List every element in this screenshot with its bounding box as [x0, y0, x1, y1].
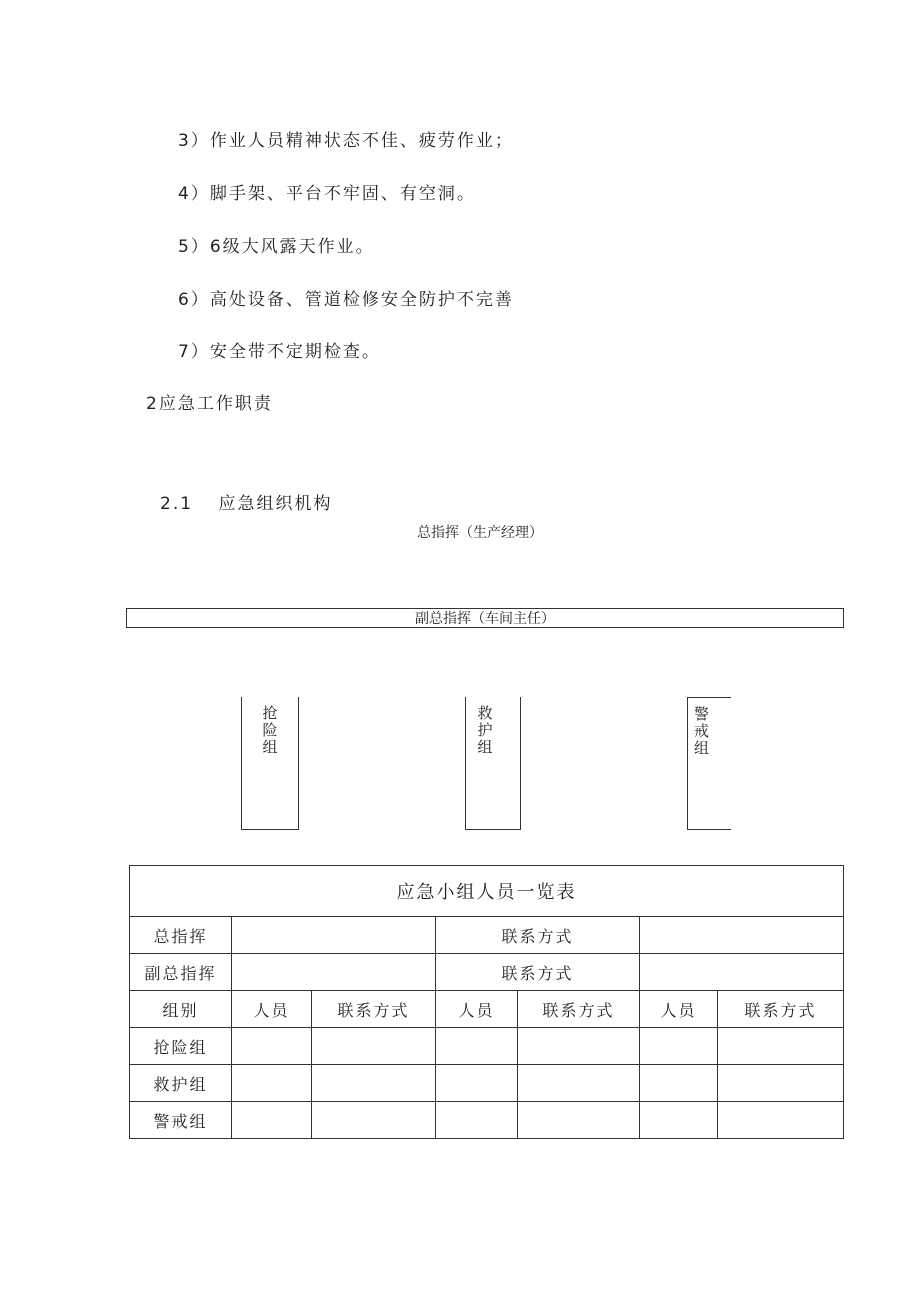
table-row: [130, 1102, 844, 1139]
group-column-header: 组别: [130, 991, 232, 1028]
org-commander: 总指挥（生产经理）: [417, 525, 543, 541]
list-item-3: 3）作业人员精神状态不佳、疲劳作业；: [178, 131, 514, 151]
person-column-header: 人员: [436, 991, 518, 1028]
deputy-label: 副总指挥: [130, 954, 232, 991]
person-column-header: 人员: [640, 991, 718, 1028]
org-group-guard-box: [687, 697, 731, 830]
subsection-title: 应急组织机构: [218, 494, 333, 514]
list-item-7: 7）安全带不定期检查。: [178, 342, 381, 362]
table-title-row: [130, 866, 844, 917]
table-row: [130, 917, 844, 954]
section-heading: 2应急工作职责: [146, 394, 273, 414]
table-row: [130, 954, 844, 991]
commander-contact-cell: [640, 917, 844, 954]
commander-name-cell: [232, 917, 436, 954]
group-name-cell: 警戒组: [130, 1102, 232, 1139]
org-group-rescue-box: [241, 697, 299, 830]
group-name-cell: 抢险组: [130, 1028, 232, 1065]
table-row: [130, 1065, 844, 1102]
org-group-rescue-label: 抢 险 组: [262, 704, 278, 756]
org-group-firstaid-box: [465, 697, 521, 830]
list-item-6: 6）高处设备、管道检修安全防护不完善: [178, 290, 514, 310]
list-item-4: 4）脚手架、平台不牢固、有空洞。: [178, 184, 476, 204]
org-deputy-box: 副总指挥（车间主任）: [126, 608, 844, 628]
contact-column-header: 联系方式: [718, 991, 844, 1028]
commander-label: 总指挥: [130, 917, 232, 954]
contact-column-header: 联系方式: [312, 991, 436, 1028]
contact-column-header: 联系方式: [518, 991, 640, 1028]
table-header-row: [130, 991, 844, 1028]
subsection-number: 2.1: [160, 494, 194, 514]
commander-contact-label: 联系方式: [436, 917, 640, 954]
table-title: 应急小组人员一览表: [130, 866, 844, 917]
subsection-heading: [160, 489, 332, 514]
deputy-contact-cell: [640, 954, 844, 991]
deputy-contact-label: 联系方式: [436, 954, 640, 991]
roster-table: [129, 865, 844, 1139]
list-item-5: 5）6级大风露天作业。: [178, 237, 375, 257]
person-column-header: 人员: [232, 991, 312, 1028]
org-group-guard-label: 警 戒 组: [693, 705, 709, 757]
deputy-name-cell: [232, 954, 436, 991]
group-name-cell: 救护组: [130, 1065, 232, 1102]
org-group-firstaid-label: 救 护 组: [477, 704, 493, 756]
table-row: [130, 1028, 844, 1065]
